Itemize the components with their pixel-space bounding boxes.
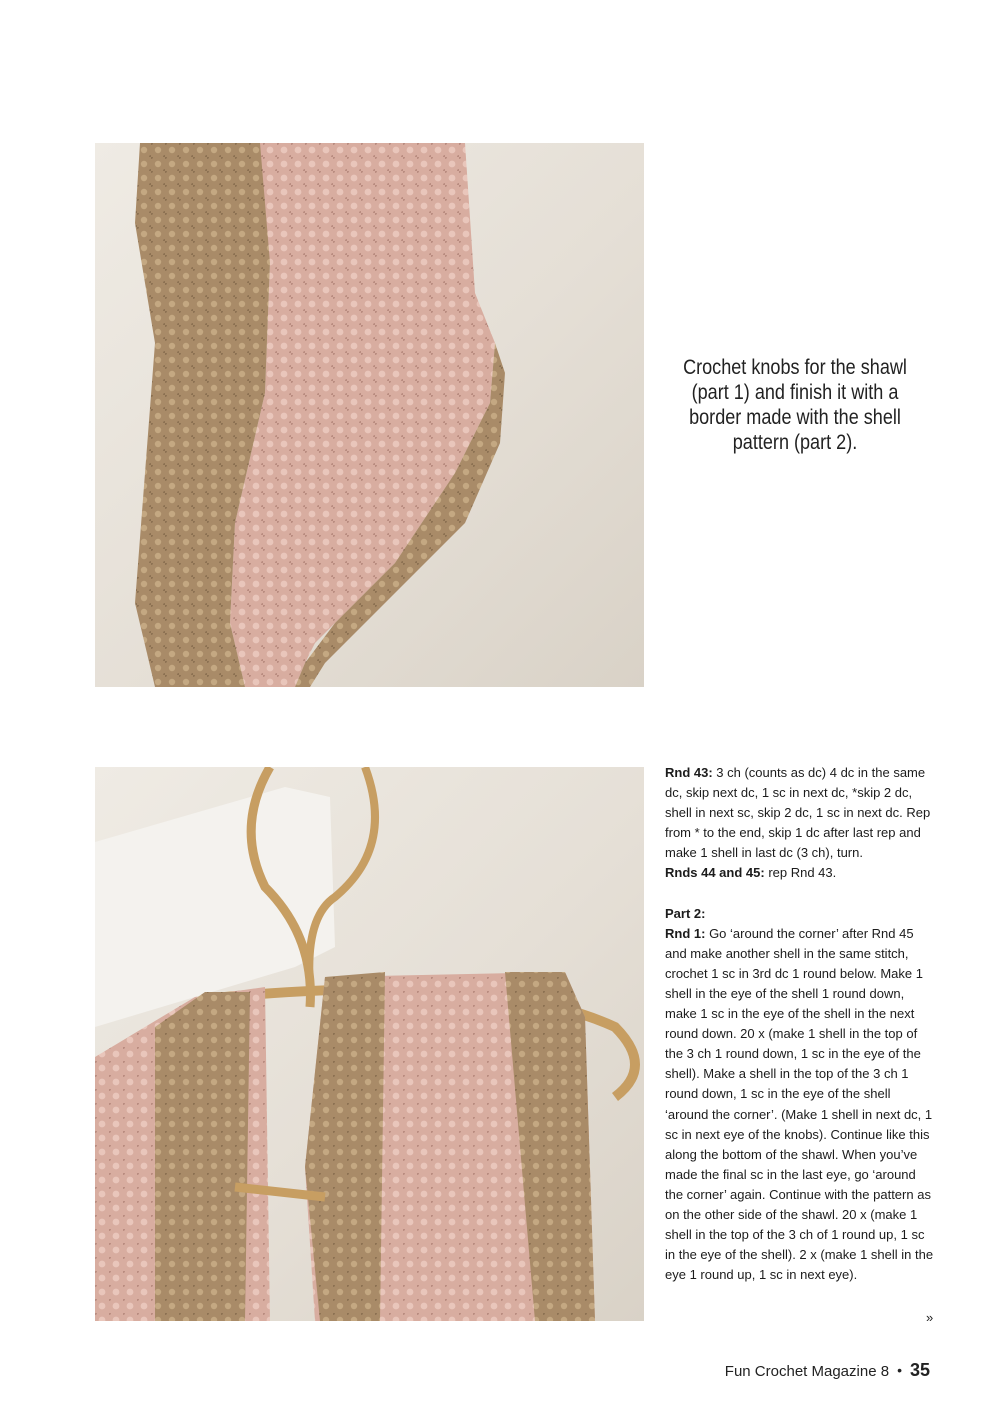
hanger-illustration: [95, 767, 644, 1321]
rnd-1-paragraph: [665, 924, 935, 1286]
rnd-43-paragraph: [665, 763, 935, 863]
page-number: 35: [909, 1360, 930, 1380]
photo-caption: Crochet knobs for the shawl (part 1) and finish it with a border made with the shell pattern (part 2).: [683, 356, 907, 454]
pattern-instructions: [665, 763, 935, 1285]
part-2-heading: [665, 904, 935, 924]
shawl-photo-bottom: [95, 767, 644, 1321]
rnd-1-label: Rnd 1:: [665, 925, 706, 941]
rnds-44-45-paragraph: [665, 863, 935, 883]
page-footer: [725, 1360, 930, 1381]
rnd-43-label: Rnd 43:: [665, 765, 713, 780]
footer-separator: •: [897, 1362, 902, 1378]
rnds-44-45-label: Rnds 44 and 45:: [665, 865, 765, 881]
rnd-43-text: 3 ch (counts as dc) 4 dc in the same dc, skip next dc, 1 sc in next dc, *skip 2 dc, shell in next sc, skip 2 dc, 1 sc in next dc. Rep from * to the end, skip 1 dc after last rep and make 1 shell in last dc (3 ch), turn.: [665, 765, 931, 861]
rnds-44-45-text: rep Rnd 43.: [764, 865, 837, 881]
magazine-title: Fun Crochet Magazine 8: [724, 1363, 890, 1380]
part-2-heading-text: Part 2:: [665, 905, 706, 921]
continued-marker: »: [926, 1310, 934, 1325]
shawl-illustration: [95, 143, 644, 687]
rnd-1-text: Go ‘around the corner’ after Rnd 45 and make another shell in the same stitch, crochet 1 sc in 3rd dc 1 round below. Make 1 shell in the eye of the shell 1 round down, make 1 sc in the eye of the shell in the next round down. 20 x (make 1 shell in the top of the 3 ch 1 round down, 1 sc in the eye of the shell). Make a shell in the top of the 3 ch 1 round down, 1 sc in the eye of the shell ‘around the corner’. (Make 1 shell in next dc, 1 sc in next eye of the knobs). Continue like this along the bottom of the shawl. When you’ve made the final sc in the last eye, go ‘around the corner’ again. Continue with the pattern as on the other side of the shawl. 20 x (make 1 shell in the top of the 3 ch of 1 round up, 1 sc in the eye of the shell). 2 x (make 1 shell in the eye 1 round up, 1 sc in next eye).: [665, 925, 934, 1283]
shawl-photo-top: [95, 143, 644, 687]
